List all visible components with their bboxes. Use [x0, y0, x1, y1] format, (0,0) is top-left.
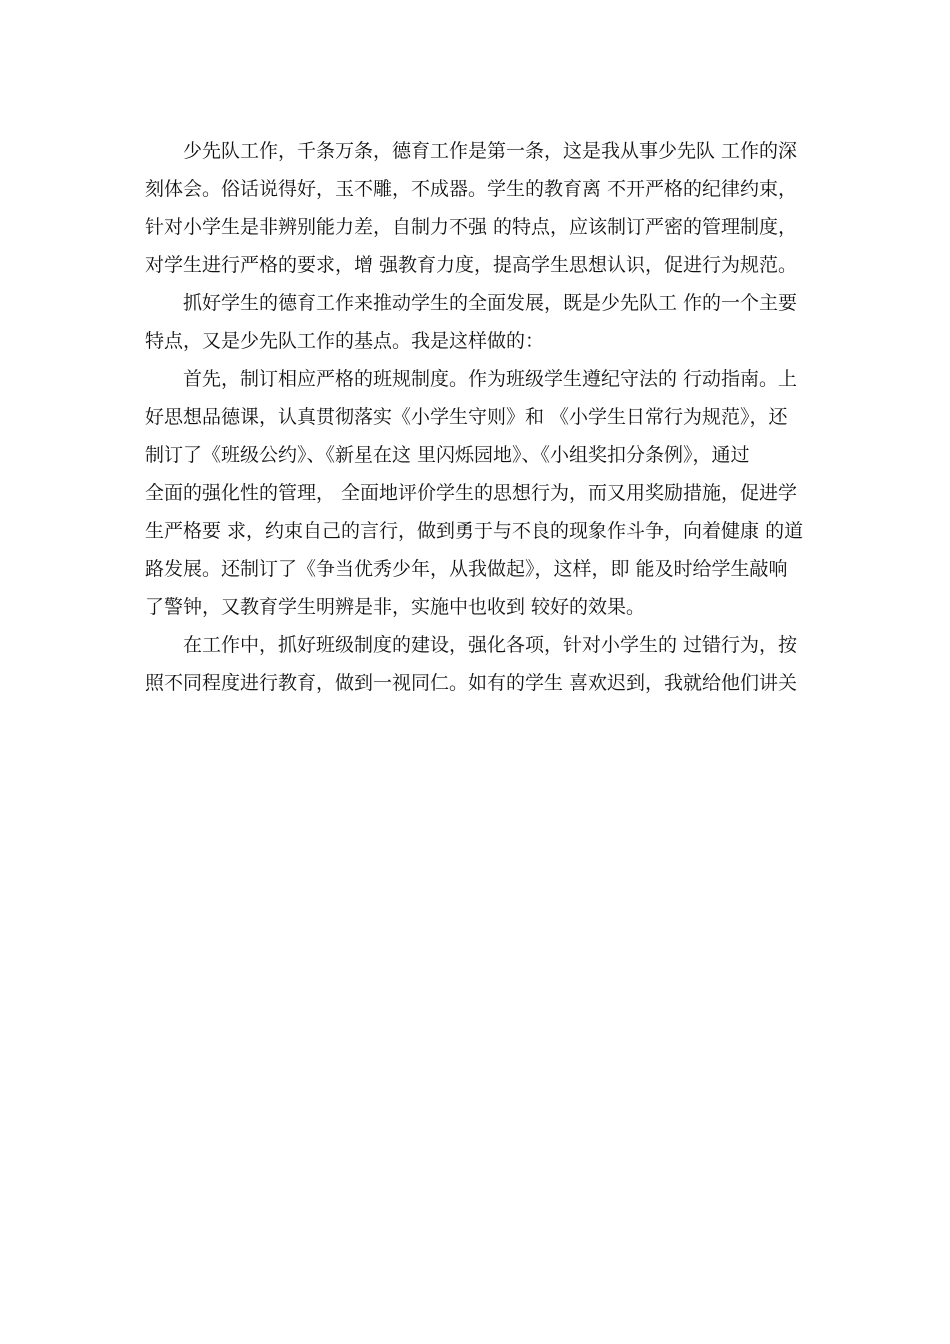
text-line: 了警钟，又教育学生明辨是非，实施中也收到 较好的效果。 [145, 596, 646, 618]
text-line: 首先，制订相应严格的班规制度。作为班级学生遵纪守法的 行动指南。上 [183, 368, 798, 390]
text-line: 少先队工作，千条万条，德育工作是第一条，这是我从事少先队 工作的深 [183, 140, 798, 162]
text-line: 全面的强化性的管理， 全面地评价学生的思想行为，而又用奖励措施，促进学 [145, 482, 798, 504]
text-line: 对学生进行严格的要求，增 强教育力度，提高学生思想认识，促进行为规范。 [145, 254, 798, 276]
text-line: 路发展。还制订了《争当优秀少年，从我做起》，这样，即 能及时给学生敲响 [145, 558, 788, 580]
text-line: 好思想品德课，认真贯彻落实《小学生守则》和 《小学生日常行为规范》，还 [145, 406, 788, 428]
text-line: 特点，又是少先队工作的基点。我是这样做的： [145, 330, 545, 352]
text-line: 照不同程度进行教育，做到一视同仁。如有的学生 喜欢迟到，我就给他们讲关 [145, 672, 798, 694]
text-line: 抓好学生的德育工作来推动学生的全面发展，既是少先队工 作的一个主要 [183, 292, 798, 314]
text-line: 针对小学生是非辨别能力差，自制力不强 的特点，应该制订严密的管理制度， [145, 216, 798, 238]
text-line: 刻体会。俗话说得好，玉不雕，不成器。学生的教育离 不开严格的纪律约束， [145, 178, 798, 200]
text-line: 生严格要 求，约束自己的言行，做到勇于与不良的现象作斗争，向着健康 的道 [145, 520, 804, 542]
text-line: 制订了《班级公约》、《新星在这 里闪烁园地》、《小组奖扣分条例》，通过 [145, 444, 750, 466]
document-body [145, 132, 805, 702]
text-line: 在工作中，抓好班级制度的建设，强化各项，针对小学生的 过错行为，按 [183, 634, 798, 656]
